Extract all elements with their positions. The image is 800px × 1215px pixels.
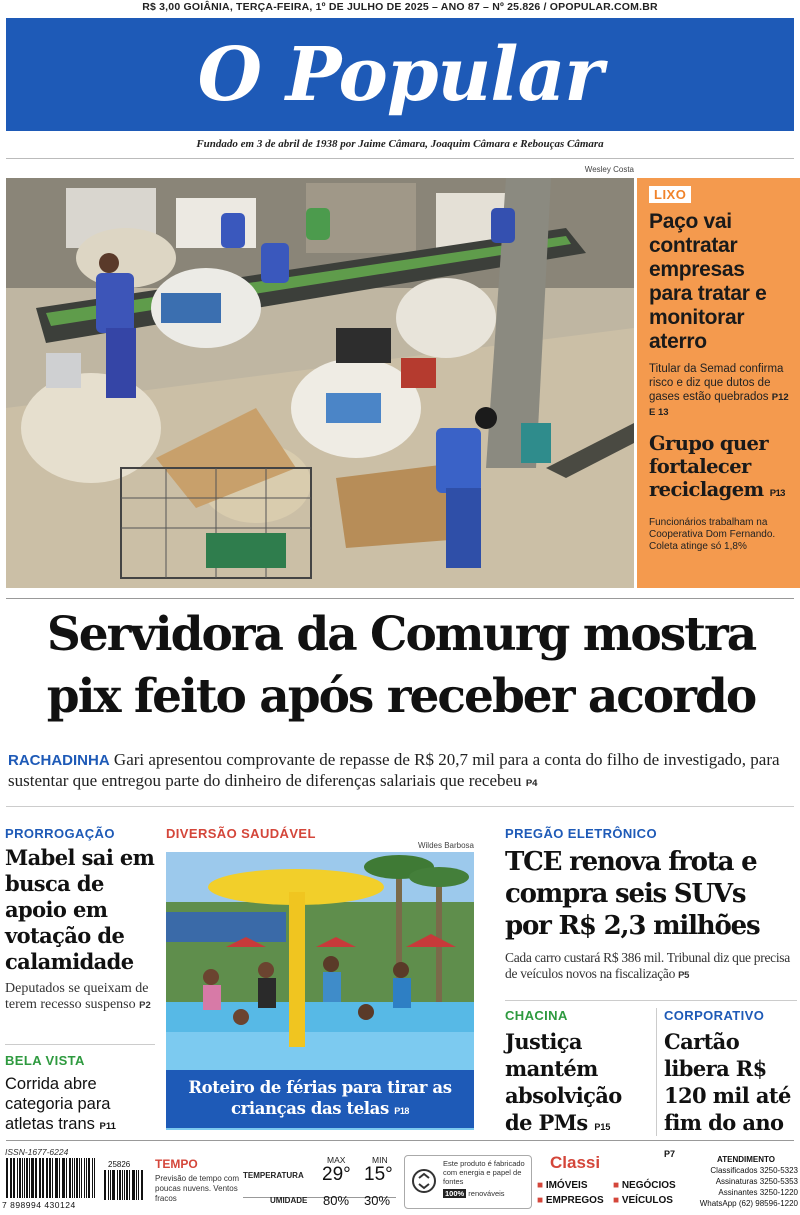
lixo-dek bbox=[649, 362, 790, 420]
barcode-bar bbox=[35, 1158, 36, 1198]
umidade-label: UMIDADE bbox=[270, 1196, 308, 1205]
barcode-bar bbox=[43, 1158, 44, 1198]
divider bbox=[656, 1008, 657, 1136]
prorrogacao-dek bbox=[5, 981, 157, 1014]
barcode-bar bbox=[79, 1158, 80, 1198]
prorrogacao-kicker: PRORROGAÇÃO bbox=[5, 826, 115, 841]
atendimento-label: ATENDIMENTO bbox=[717, 1155, 775, 1164]
photo-credit: Wesley Costa bbox=[584, 165, 634, 174]
barcode-bar bbox=[132, 1170, 135, 1200]
barcode-bar bbox=[66, 1158, 67, 1198]
atendimento bbox=[694, 1154, 798, 1209]
photo-caption: Funcionários trabalham na Cooperativa Dom Fernando. Coleta atinge só 1,8% bbox=[649, 517, 776, 552]
barcode-bar bbox=[136, 1170, 137, 1200]
barcode-bar bbox=[6, 1158, 8, 1198]
lixo-kicker: LIXO bbox=[649, 186, 691, 203]
renewable-box bbox=[404, 1155, 532, 1209]
barcode-bar bbox=[49, 1158, 51, 1198]
corporativo-headline-text: Cartão libera R$ 120 mil até fim do ano bbox=[664, 1029, 791, 1135]
edition-info-line: R$ 3,00 GOIÂNIA, TERÇA-FEIRA, 1º DE JULHO DE 2025 – ANO 87 – Nº 25.826 / OPOPULAR.COM.BR bbox=[142, 1, 658, 13]
classi-item-veiculos[interactable]: ■ VEÍCULOS bbox=[613, 1195, 673, 1206]
divider bbox=[505, 1000, 797, 1001]
barcode-bar bbox=[69, 1158, 71, 1198]
barcode-bar bbox=[88, 1158, 90, 1198]
corporativo-headline[interactable] bbox=[664, 1028, 798, 1168]
lead-kicker: RACHADINHA bbox=[8, 752, 110, 769]
barcode-bar bbox=[59, 1158, 60, 1198]
min-label: MIN bbox=[372, 1155, 388, 1165]
page-ref: P11 bbox=[99, 1121, 116, 1132]
masthead bbox=[6, 18, 794, 131]
lead-headline[interactable] bbox=[6, 604, 796, 728]
classi-label: Classi bbox=[550, 1153, 601, 1172]
classi-item-empregos[interactable]: ■ EMPREGOS bbox=[537, 1195, 604, 1206]
barcode-bar bbox=[112, 1170, 115, 1200]
lead-dek-text: Gari apresentou comprovante de repasse de R$ 20,7 mil para a conta do filho de investigado, para sustentar que entregou parte do dinheiro de diferenças salariais que recebeu bbox=[8, 750, 780, 790]
lead-dek bbox=[8, 750, 794, 794]
addon-barcode-bars bbox=[104, 1170, 144, 1200]
barcode-bar bbox=[10, 1158, 11, 1198]
divider bbox=[6, 598, 794, 599]
renewable-text: Este produto é fabricado com energia e papel de fontes bbox=[443, 1159, 525, 1186]
page-ref: P4 bbox=[525, 778, 538, 789]
divider bbox=[6, 158, 794, 159]
lixo-headline[interactable]: Paço vai contratar empresas para tratar e monitorar aterro bbox=[649, 210, 767, 353]
barcode-bar bbox=[56, 1158, 58, 1198]
page-ref: P18 bbox=[394, 1106, 410, 1116]
barcode-bar bbox=[122, 1170, 123, 1200]
pregao-kicker: PREGÃO ELETRÔNICO bbox=[505, 826, 657, 841]
assinaturas-phone: Assinaturas 3250-5353 bbox=[715, 1177, 798, 1186]
page-ref: P13 bbox=[769, 488, 785, 499]
grupo-headline[interactable] bbox=[649, 432, 790, 505]
corporativo-kicker: CORPORATIVO bbox=[664, 1008, 765, 1023]
tempo-text: Previsão de tempo com poucas nuvens. Ventos fracos bbox=[155, 1174, 240, 1203]
barcode-bar bbox=[24, 1158, 25, 1198]
recycle-icon bbox=[411, 1168, 437, 1194]
pregao-dek bbox=[505, 950, 797, 984]
renewable-line bbox=[443, 1189, 505, 1198]
barcode bbox=[6, 1158, 96, 1198]
page-ref: P7 bbox=[664, 1149, 676, 1159]
whatsapp-phone: WhatsApp (62) 98596-1220 bbox=[699, 1199, 798, 1208]
grupo-headline-text: Grupo quer fortalecer reciclagem bbox=[649, 432, 769, 501]
chacina-story bbox=[505, 1008, 655, 1141]
classificados-phone: Classificados 3250-5323 bbox=[710, 1166, 798, 1175]
barcode-bar bbox=[110, 1170, 111, 1200]
barcode-bar bbox=[104, 1170, 106, 1200]
page-ref: P5 bbox=[678, 970, 690, 981]
max-temp: 29° bbox=[322, 1164, 351, 1185]
diversao-kicker: DIVERSÃO SAUDÁVEL bbox=[166, 826, 316, 841]
renewable-pct: 100% bbox=[445, 1189, 465, 1198]
barcode-bar bbox=[108, 1170, 109, 1200]
issue-code: 25826 bbox=[108, 1160, 131, 1169]
barcode-bar bbox=[81, 1158, 83, 1198]
prorrogacao-dek-text: Deputados se queixam de terem recesso suspenso bbox=[5, 981, 149, 1012]
barcode-bar bbox=[13, 1158, 15, 1198]
barcode-bars bbox=[6, 1158, 96, 1198]
barcode-bar bbox=[124, 1170, 125, 1200]
barcode-bar bbox=[72, 1158, 73, 1198]
classi-item-negocios[interactable]: ■ NEGÓCIOS bbox=[613, 1180, 676, 1191]
pregao-dek-text: Cada carro custará R$ 386 mil. Tribunal diz que precisa de veículos novos na fiscalização bbox=[505, 950, 790, 981]
barcode-bar bbox=[92, 1158, 93, 1198]
lixo-sidebar bbox=[637, 178, 800, 588]
issn: ISSN-1677-6224 bbox=[5, 1147, 69, 1157]
divider bbox=[6, 806, 794, 807]
founded-line: Fundado em 3 de abril de 1938 por Jaime Câmara, Joaquim Câmara e Rebouças Câmara bbox=[196, 138, 604, 150]
masthead-title: O Popular bbox=[197, 31, 603, 118]
barcode-bar bbox=[11, 1158, 12, 1198]
chacina-kicker: CHACINA bbox=[505, 1008, 568, 1023]
page-ref: P15 bbox=[594, 1122, 611, 1132]
barcode-bar bbox=[36, 1158, 37, 1198]
pregao-story bbox=[505, 826, 797, 984]
bela-vista-headline[interactable] bbox=[5, 1074, 157, 1137]
barcode-bar bbox=[141, 1170, 143, 1200]
barcode-bar bbox=[94, 1158, 96, 1198]
barcode-bar bbox=[86, 1158, 87, 1198]
barcode-bar bbox=[31, 1158, 33, 1198]
barcode-bar bbox=[22, 1158, 23, 1198]
max-label: MAX bbox=[327, 1155, 346, 1165]
barcode-bar bbox=[42, 1158, 43, 1198]
barcode-bar bbox=[63, 1158, 65, 1198]
corporativo-story bbox=[664, 1008, 798, 1168]
barcode-bar bbox=[117, 1170, 118, 1200]
barcode-bar bbox=[76, 1158, 78, 1198]
lead-headline-line1: Servidora da Comurg mostra bbox=[46, 607, 756, 662]
barcode-bar bbox=[74, 1158, 75, 1198]
barcode-bar bbox=[39, 1158, 41, 1198]
prorrogacao-story bbox=[5, 826, 157, 1014]
barcode-bar bbox=[55, 1158, 56, 1198]
bela-vista-story bbox=[5, 1053, 157, 1137]
temperatura-label: TEMPERATURA bbox=[243, 1171, 304, 1180]
barcode-bar bbox=[84, 1158, 85, 1198]
barcode-bar bbox=[46, 1158, 48, 1198]
lixo-dek-text: Titular da Semad confirma risco e diz que dutos de gases estão quebrados bbox=[649, 363, 784, 403]
diversao-headline-text: Roteiro de férias para tirar as crianças das telas bbox=[188, 1078, 452, 1118]
barcode-bar bbox=[17, 1158, 18, 1198]
divider bbox=[6, 1140, 794, 1141]
bela-vista-headline-text: Corrida abre categoria para atletas trans bbox=[5, 1075, 111, 1133]
main-photo-recycling bbox=[6, 178, 634, 588]
prorrogacao-headline[interactable]: Mabel sai em busca de apoio em votação de calamidade bbox=[5, 845, 155, 974]
barcode-bar bbox=[129, 1170, 130, 1200]
lead-headline-line2: pix feito após receber acordo bbox=[46, 669, 756, 724]
barcode-bar bbox=[52, 1158, 53, 1198]
barcode-number: 7 898994 430124 bbox=[2, 1200, 76, 1210]
barcode-bar bbox=[29, 1158, 30, 1198]
min-umidade: 30% bbox=[364, 1193, 391, 1208]
page-ref: P12 E 13 bbox=[649, 392, 789, 418]
barcode-bar bbox=[119, 1170, 121, 1200]
divider bbox=[5, 1044, 155, 1045]
bela-vista-kicker: BELA VISTA bbox=[5, 1053, 85, 1068]
photo-credit: Wildes Barbosa bbox=[417, 841, 474, 850]
max-umidade: 80% bbox=[323, 1193, 350, 1208]
barcode-bar bbox=[26, 1158, 28, 1198]
renewable-text2: renováveis bbox=[468, 1189, 505, 1198]
diversao-headline[interactable] bbox=[166, 1070, 474, 1128]
assinantes-phone: Assinantes 3250-1220 bbox=[718, 1188, 798, 1197]
page-ref: P2 bbox=[139, 1000, 151, 1011]
tempo-label: TEMPO bbox=[155, 1157, 198, 1171]
barcode-bar bbox=[62, 1158, 63, 1198]
barcode-bar bbox=[19, 1158, 21, 1198]
chacina-headline[interactable] bbox=[505, 1028, 655, 1141]
addon-barcode bbox=[104, 1170, 144, 1200]
classi-item-imoveis[interactable]: ■ IMÓVEIS bbox=[537, 1180, 588, 1191]
pregao-headline[interactable]: TCE renova frota e compra seis SUVs por R$ 2,3 milhões bbox=[505, 847, 760, 941]
barcode-bar bbox=[138, 1170, 139, 1200]
chacina-headline-text: Justiça mantém absolvição de PMs bbox=[505, 1029, 622, 1135]
min-temp: 15° bbox=[364, 1164, 393, 1185]
barcode-bar bbox=[126, 1170, 128, 1200]
